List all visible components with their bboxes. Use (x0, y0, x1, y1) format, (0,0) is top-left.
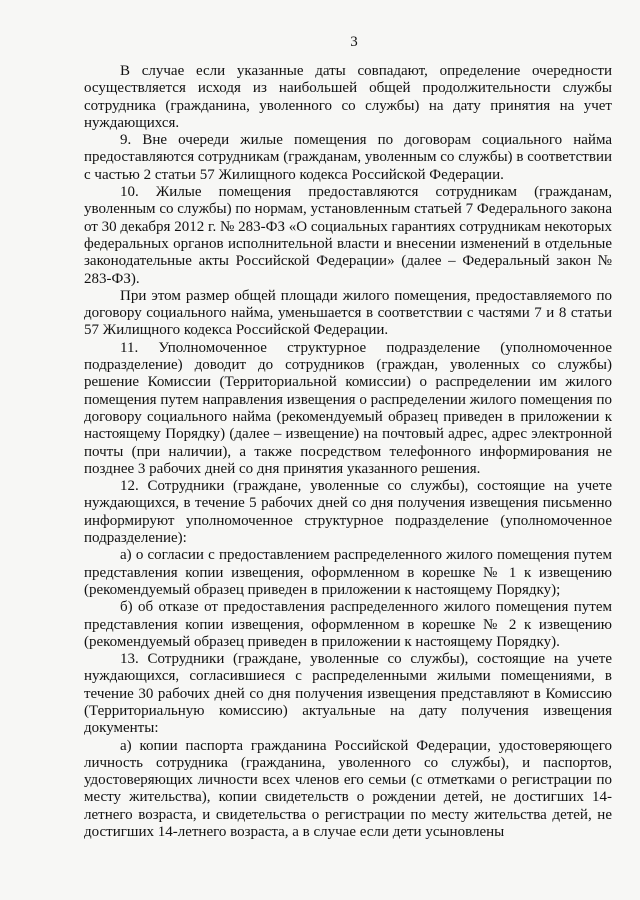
page-number: 3 (350, 34, 358, 50)
paragraph-dates-coincide: В случае если указанные даты совпадают, определение очередности осуществляется исходя из наибольшей общей продолжительности службы сотрудника (гражданина, уволенного со службы) на дату принятия на учет нуждающихся. (84, 63, 612, 131)
paragraph-12-b: б) об отказе от предоставления распределенного жилого помещения путем представления копии извещения, оформленном в корешке № 2 к извещению (рекомендуемый образец приведен в приложении к настоящему Порядку). (84, 599, 612, 650)
paragraph-9: 9. Вне очереди жилые помещения по договорам социального найма предоставляются сотрудникам (гражданам, уволенным со службы) в соответствии с частью 2 статьи 57 Жилищного кодекса Российской Федерации. (84, 132, 612, 183)
paragraph-11: 11. Уполномоченное структурное подразделение (уполномоченное подразделение) доводит до сотрудников (граждан, уволенных со службы) решение Комиссии (Территориальной комиссии) о распределении им жилого помещения путем направления извещения о распределении жилого помещения по договору социального найма (рекомендуемый образец приведен в приложении к настоящему Порядку) (далее – извещение) на почтовый адрес, адрес электронной почты (при наличии), а также посредством телефонного информирования не позднее 3 рабочих дней со дня принятия указанного решения. (84, 339, 612, 477)
paragraph-13: 13. Сотрудники (граждане, уволенные со службы), состоящие на учете нуждающихся, согласившиеся с распределенными жилыми помещениями, в течение 30 рабочих дней со дня получения извещения представляют в Комиссию (Территориальную комиссию) актуальные на дату получения извещения документы: (84, 651, 612, 737)
paragraph-area-reduction: При этом размер общей площади жилого помещения, предоставляемого по договору социального найма, уменьшается в соответствии с частями 7 и 8 статьи 57 Жилищного кодекса Российской Федерации. (84, 287, 612, 339)
paragraph-12-a: а) о согласии с предоставлением распределенного жилого помещения путем представления копии извещения, оформленном в корешке № 1 к извещению (рекомендуемый образец приведен в приложении к настоящему Порядку); (84, 547, 612, 598)
paragraph-10: 10. Жилые помещения предоставляются сотрудникам (гражданам, уволенным со службы) по нормам, установленным статьей 7 Федерального закона от 30 декабря 2012 г. № 283-ФЗ «О социальных гарантиях сотрудникам некоторых федеральных органов исполнительной власти и внесении изменений в отдельные законодательные акты Российской Федерации» (далее – Федеральный закон № 283-ФЗ). (84, 184, 612, 287)
paragraph-13-a: а) копии паспорта гражданина Российской Федерации, удостоверяющего личность сотрудника (гражданина, уволенного со службы), и паспортов, удостоверяющих личности всех членов его семьи (с отметками о регистрации по месту жительства), копии свидетельств о рождении детей, не достигших 14-летнего возраста, и свидетельства о регистрации по месту жительства детей, не достигших 14-летнего возраста, а в случае если дети усыновлены (84, 737, 612, 841)
paragraph-12: 12. Сотрудники (граждане, уволенные со службы), состоящие на учете нуждающихся, в течение 5 рабочих дней со дня получения извещения письменно информируют уполномоченное структурное подразделение (уполномоченное подразделение): (84, 478, 612, 547)
